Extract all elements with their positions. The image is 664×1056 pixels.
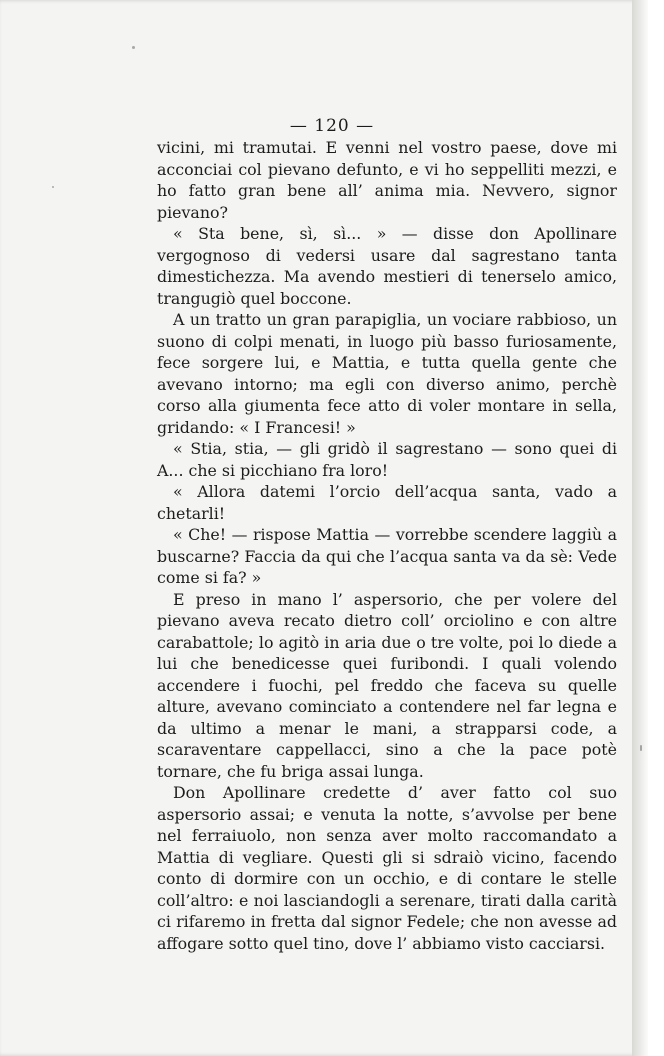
page-number: — 120 —	[289, 116, 375, 136]
paragraph: « Che! — rispose Mattia — vorrebbe scendere laggiù a buscarne? Faccia da qui che l’acqua santa va da sè: Vede come si fa? »	[157, 525, 617, 587]
paragraph: E preso in mano l’ aspersorio, che per volere del pievano aveva recato dietro coll’ orciolino e con altre carabattole; lo agitò in aria due o tre volte, poi lo diede a lui che benedicesse quei furibondi. I quali volendo accendere i fuochi, pel freddo che faceva su quelle alture, avevano cominciato a contendere nel far legna e da ultimo a menar le mani, a strapparsi code, a scaraventare cappellacci, sino a che la pace potè tornare, che fu briga assai lunga.	[157, 589, 617, 781]
paragraph: Don Apollinare credette d’ aver fatto col suo aspersorio assai; e venuta la notte, s’avvolse per bene nel ferraiuolo, non senza aver molto raccomandato a Mattia di vegliare. Questi gli si sdraiò vicino, facendo conto di dormire con un occhio, e di contare le stelle coll’altro: e noi lasciandogli a serenare, tirati dalla carità ci rifaremo in fretta dal signor Fedele; che non avesse ad affogare sotto quel tino, dove l’ abbiamo visto cacciarsi.	[157, 783, 617, 953]
body-text	[157, 137, 617, 954]
paper-speck	[52, 186, 54, 188]
paragraph: « Allora datemi l’orcio dell’acqua santa, vado a chetarli!	[157, 482, 617, 523]
paragraph: vicini, mi tramutai. E venni nel vostro paese, dove mi acconciai col pievano defunto, e vi ho seppelliti mezzi, e ho fatto gran bene all’ anima mia. Nevvero, signor pievano?	[157, 138, 617, 222]
paragraph: « Stia, stia, — gli gridò il sagrestano — sono quei di A... che si picchiano fra loro!	[157, 439, 617, 480]
paragraph: « Sta bene, sì, sì... » — disse don Apollinare vergognoso di vedersi usare dal sagrestano tanta dimestichezza. Ma avendo mestieri di tenerselo amico, trangugiò quel boccone.	[157, 224, 617, 308]
paragraph: A un tratto un gran parapiglia, un vociare rabbioso, un suono di colpi menati, in luogo più basso furiosamente, fece sorgere lui, e Mattia, e tutta quella gente che avevano intorno; ma egli con diverso animo, perchè corso alla giumenta fece atto di voler montare in sella, gridando: « I Francesi! »	[157, 310, 617, 437]
paper-speck	[132, 46, 135, 49]
paper-speck	[640, 745, 642, 751]
page-edge-shadow	[632, 0, 648, 1056]
